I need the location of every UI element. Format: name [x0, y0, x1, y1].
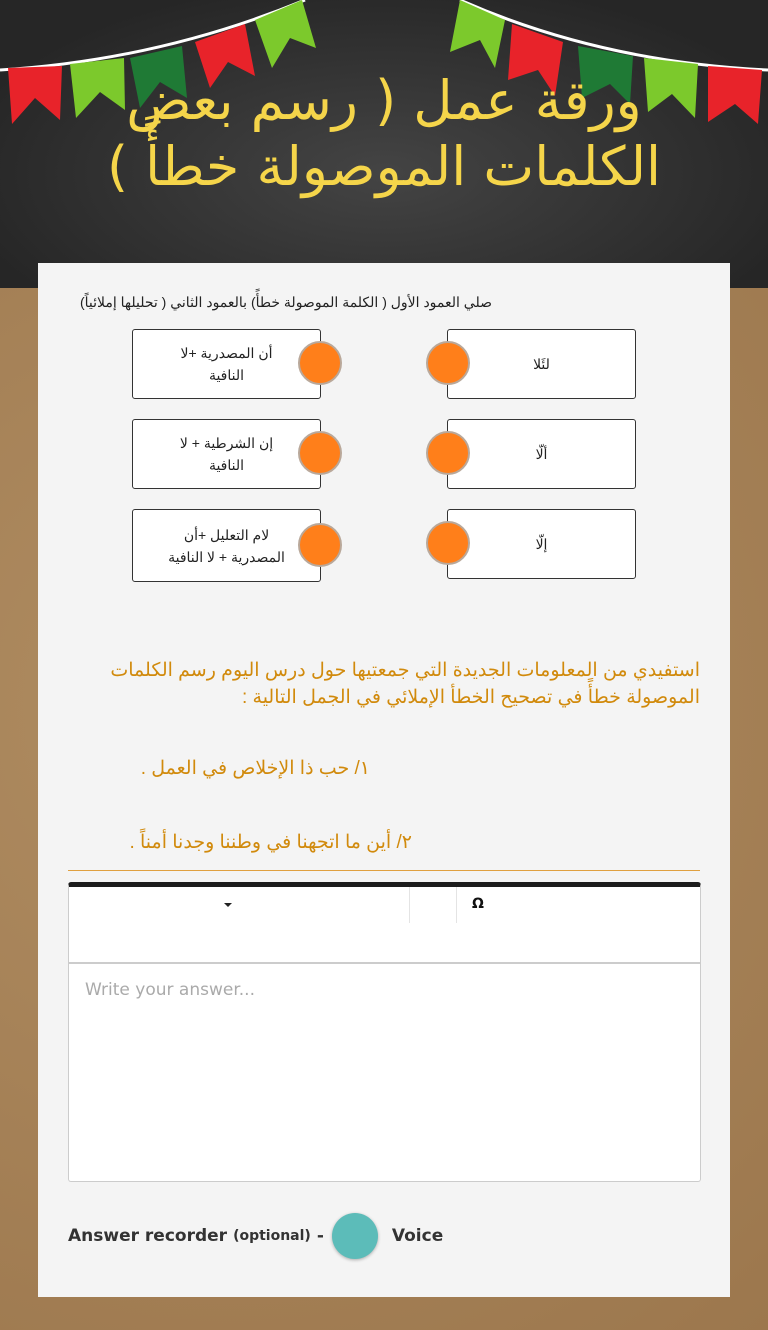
title-line-2: الكلمات الموصولة خطأً ) [106, 135, 662, 198]
voice-label[interactable]: Voice [391, 1226, 444, 1246]
page-title [80, 68, 688, 200]
header-banner [0, 0, 768, 288]
match-connector-dot[interactable] [426, 521, 470, 565]
question-sentence-2: ٢/ أين ما اتجهنا في وطننا وجدنا أمناً . [129, 832, 412, 853]
title-line-1: ورقة عمل ( رسم بعض [126, 69, 642, 132]
editor-toolbar [69, 887, 700, 964]
question-prompt: استفيدي من المعلومات الجديدة التي جمعتيها حول درس اليوم رسم الكلمات الموصولة خطأً في تصحيح الخطأ الإملائي في الجمل التالية : [110, 660, 700, 708]
matching-instruction: صلي العمود الأول ( الكلمة الموصولة خطأً) بالعمود الثاني ( تحليلها إملائياً) [79, 294, 492, 310]
match-right-item[interactable]: ألّا [447, 419, 636, 489]
match-left-item[interactable]: لام التعليل +أن المصدرية + لا النافية [132, 509, 321, 582]
special-character-button[interactable]: Ω [472, 896, 484, 912]
match-left-item[interactable]: إن الشرطية + لا النافية [132, 419, 321, 489]
match-right-item[interactable]: إلّا [447, 509, 636, 579]
answer-recorder [68, 1213, 443, 1259]
match-left-item[interactable]: أن المصدرية +لا النافية [132, 329, 321, 399]
answer-editor [68, 882, 701, 1182]
divider [68, 870, 700, 871]
voice-record-button[interactable] [332, 1213, 378, 1259]
match-connector-dot[interactable] [298, 523, 342, 567]
match-connector-dot[interactable] [298, 431, 342, 475]
toolbar-separator [456, 887, 457, 923]
match-connector-dot[interactable] [426, 431, 470, 475]
question-sentence-1: ١/ حب ذا الإخلاص في العمل . [140, 758, 370, 779]
dropdown-caret-icon[interactable] [224, 903, 232, 907]
match-connector-dot[interactable] [298, 341, 342, 385]
match-right-item[interactable]: لئَلا [447, 329, 636, 399]
answer-textarea[interactable] [69, 964, 700, 1174]
match-connector-dot[interactable] [426, 341, 470, 385]
recorder-label: Answer recorder [68, 1226, 228, 1246]
recorder-dash: - [316, 1226, 324, 1246]
recorder-optional: (optional) [233, 1228, 311, 1244]
worksheet-card [38, 263, 730, 1297]
toolbar-separator [409, 887, 410, 923]
